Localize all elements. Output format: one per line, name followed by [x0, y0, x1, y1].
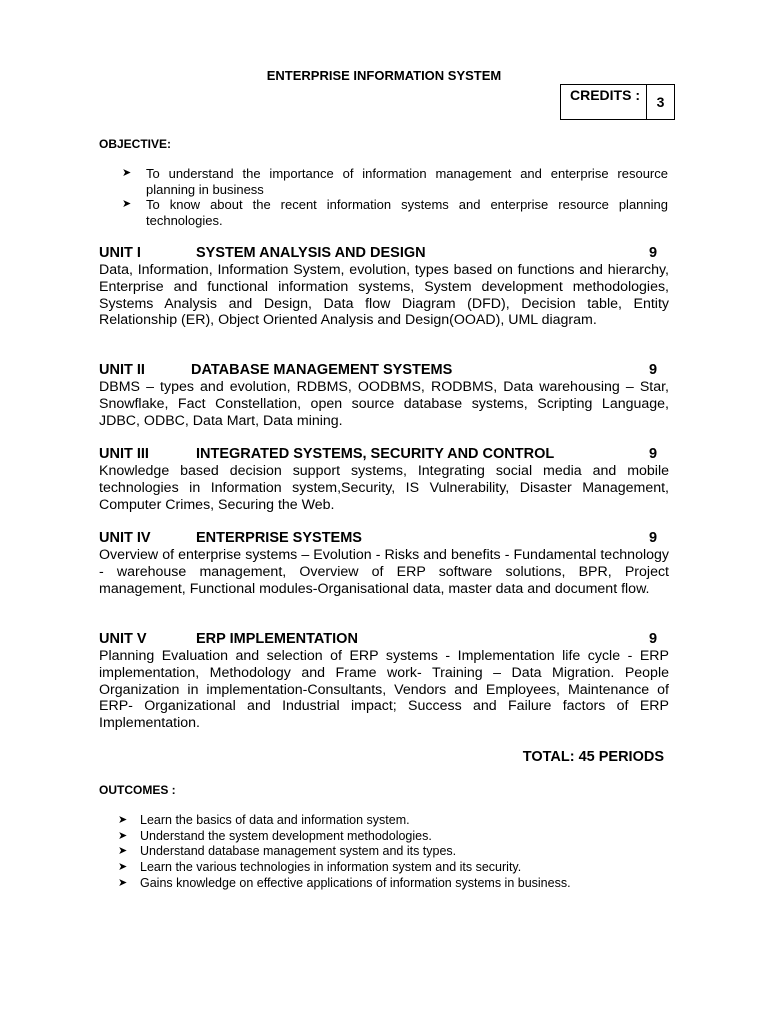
unit-number: UNIT V	[99, 631, 147, 647]
unit-section	[99, 631, 669, 732]
unit-number: UNIT I	[99, 245, 141, 261]
unit-section	[99, 446, 669, 513]
list-item: ➤ Understand database management system and its types.	[118, 844, 457, 859]
list-item: ➤ Understand the system development methodologies.	[118, 828, 432, 843]
unit-section	[99, 530, 669, 597]
total-periods: TOTAL: 45 PERIODS	[522, 749, 664, 765]
list-item: ➤ Learn the basics of data and information system.	[118, 813, 410, 827]
unit-number: UNIT III	[99, 446, 149, 462]
unit-name: ERP IMPLEMENTATION	[196, 631, 358, 647]
unit-heading	[99, 530, 669, 547]
list-item: ➤ To know about the recent information systems and enterprise resource planning technologies.	[122, 197, 668, 228]
unit-body: Planning Evaluation and selection of ERP systems - Implementation life cycle - ERP implementation, Methodology and Frame work- Training – Data Migration. People Organization in implementation-Consultants, Vendors and Employees, Maintenance of ERP- Organizational and Industrial impact; Success and Failure factors of ERP Implementation.	[99, 648, 669, 732]
arrowhead-bullet-icon: ➤	[122, 167, 132, 179]
objective-heading: OBJECTIVE:	[99, 137, 172, 151]
credits-label: CREDITS :	[561, 85, 647, 119]
arrowhead-bullet-icon: ➤	[118, 845, 128, 858]
unit-name: INTEGRATED SYSTEMS, SECURITY AND CONTROL	[196, 446, 555, 462]
unit-name: SYSTEM ANALYSIS AND DESIGN	[196, 245, 426, 261]
unit-body: Data, Information, Information System, evolution, types based on functions and hierarchy, Enterprise and functional information systems, System development methodologies, Systems Analysis and Design, Data flow Diagram (DFD), Decision table, Entity Relationship (ER), Object Oriented Analysis and Design(OOAD), UML diagram.	[99, 262, 669, 329]
arrowhead-bullet-icon: ➤	[118, 876, 128, 889]
objective-list	[120, 166, 668, 228]
list-item: ➤ Learn the various technologies in information system and its security.	[118, 860, 522, 875]
outcomes-list	[116, 813, 676, 892]
unit-hours: 9	[649, 631, 658, 647]
unit-hours: 9	[649, 362, 658, 378]
unit-name: DATABASE MANAGEMENT SYSTEMS	[191, 362, 453, 378]
unit-heading	[99, 362, 669, 379]
unit-heading	[99, 245, 669, 262]
unit-body: DBMS – types and evolution, RDBMS, OODBMS, RODBMS, Data warehousing – Star, Snowflake, Fact Constellation, open source database systems, Scripting Language, JDBC, ODBC, Data Mart, Data mining.	[99, 379, 669, 429]
list-item: ➤ To understand the importance of information management and enterprise resource planning in business	[122, 166, 668, 197]
arrowhead-bullet-icon: ➤	[118, 829, 128, 842]
credits-box	[560, 84, 675, 120]
unit-heading	[99, 446, 669, 463]
unit-section	[99, 245, 669, 329]
unit-body: Overview of enterprise systems – Evolution - Risks and benefits - Fundamental technology - warehouse management, Overview of ERP software solutions, BPR, Project management, Functional modules-Organisational data, master data and document flow.	[99, 547, 669, 597]
unit-number: UNIT II	[99, 362, 145, 378]
credits-value: 3	[656, 94, 665, 110]
unit-hours: 9	[649, 245, 658, 261]
document-title: ENTERPRISE INFORMATION SYSTEM	[266, 68, 502, 83]
unit-body: Knowledge based decision support systems, Integrating social media and mobile technologies in Information system,Security, IS Vulnerability, Disaster Management, Computer Crimes, Securing the Web.	[99, 463, 669, 513]
arrowhead-bullet-icon: ➤	[118, 861, 128, 874]
unit-hours: 9	[649, 446, 658, 462]
unit-hours: 9	[649, 530, 658, 546]
outcomes-heading: OUTCOMES :	[99, 783, 176, 797]
unit-name: ENTERPRISE SYSTEMS	[196, 530, 362, 546]
unit-section	[99, 362, 669, 429]
unit-heading	[99, 631, 669, 648]
unit-number: UNIT IV	[99, 530, 151, 546]
list-item: ➤ Gains knowledge on effective applications of information systems in business.	[118, 875, 571, 890]
arrowhead-bullet-icon: ➤	[122, 198, 132, 210]
arrowhead-bullet-icon: ➤	[118, 814, 128, 826]
